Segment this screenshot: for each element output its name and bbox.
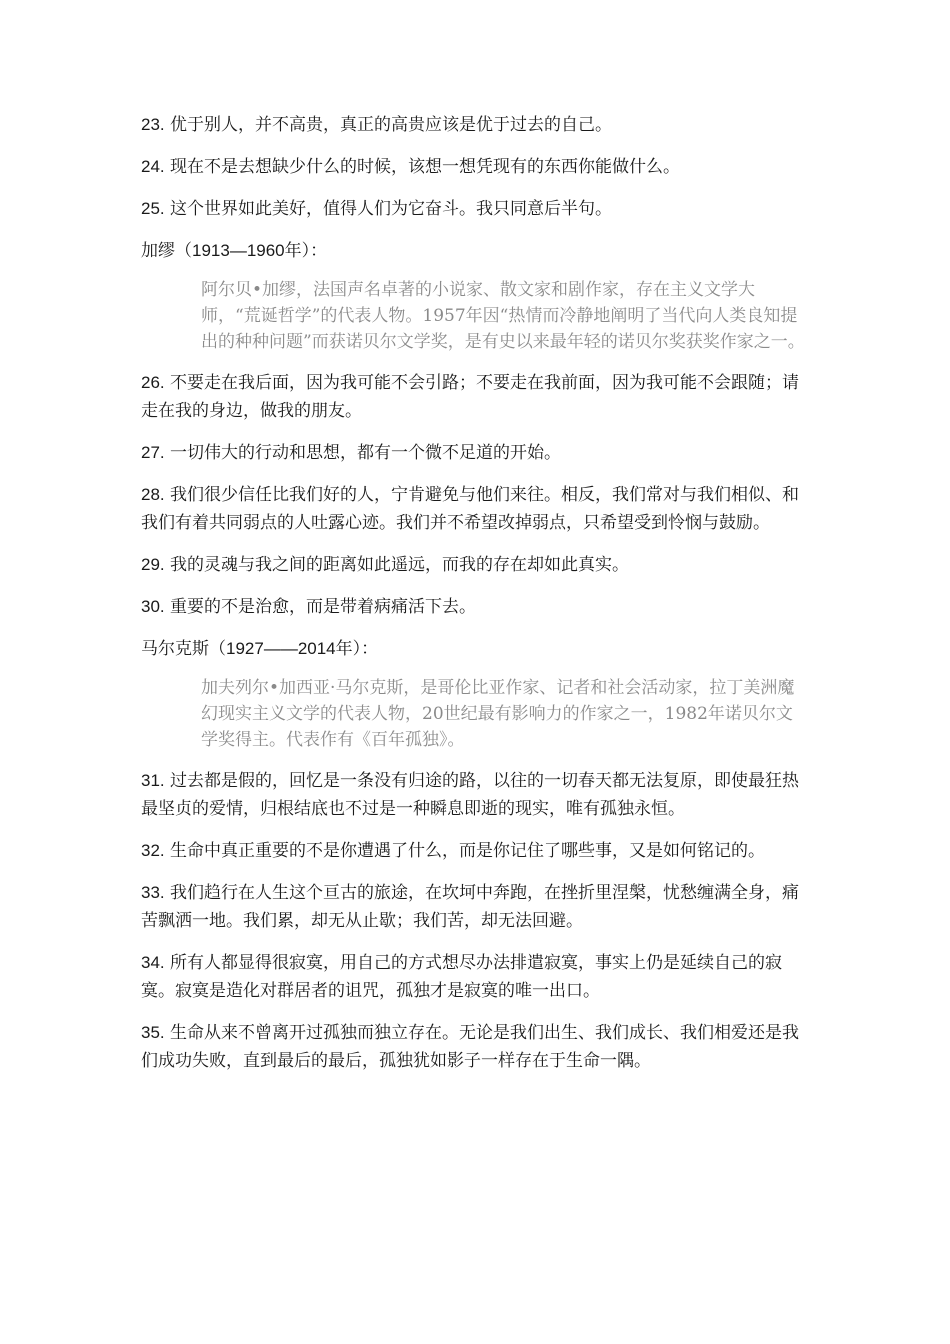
quote-text: 我们趋行在人生这个亘古的旅途，在坎坷中奔跑，在挫折里涅槃，忧愁缠满全身，痛苦飘洒一地。我们累，却无从止歇；我们苦，却无法回避。: [141, 883, 800, 931]
quote-31: [141, 767, 809, 823]
quote-24: [141, 153, 809, 181]
quote-35: [141, 1019, 809, 1075]
quote-text: 所有人都显得很寂寞，用自己的方式想尽办法排遣寂寞，事实上仍是延续自己的寂寞。寂寞是造化对群居者的诅咒，孤独才是寂寞的唯一出口。: [141, 953, 783, 1001]
quote-number: 32.: [141, 841, 165, 860]
quote-23: [141, 111, 809, 139]
quote-text: 这个世界如此美好，值得人们为它奋斗。我只同意后半句。: [170, 199, 613, 219]
quote-text: 现在不是去想缺少什么的时候，该想一想凭现有的东西你能做什么。: [170, 157, 681, 177]
author-bio-camus: 阿尔贝•加缪，法国声名卓著的小说家、散文家和剧作家，存在主义文学大师，“荒诞哲学”的代表人物。1957年因“热情而冷静地阐明了当代向人类良知提出的种种问题”而获诺贝尔文学奖，是有史以来最年轻的诺贝尔奖获奖作家之一。: [201, 280, 805, 352]
quote-text: 过去都是假的，回忆是一条没有归途的路，以往的一切春天都无法复原，即使最狂热最坚贞的爱情，归根结底也不过是一种瞬息即逝的现实，唯有孤独永恒。: [141, 771, 800, 819]
quote-25: [141, 195, 809, 223]
author-paren-open: （: [175, 241, 192, 261]
quote-text: 优于别人，并不高贵，真正的高贵应该是优于过去的自己。: [170, 115, 613, 135]
author-name: 马尔克斯: [141, 639, 209, 659]
quote-number: 31.: [141, 771, 165, 790]
quote-number: 29.: [141, 555, 165, 574]
quote-number: 27.: [141, 443, 165, 462]
author-heading-camus: [141, 237, 809, 265]
quote-text: 我们很少信任比我们好的人，宁肯避免与他们来往。相反，我们常对与我们相似、和我们有着共同弱点的人吐露心迹。我们并不希望改掉弱点，只希望受到怜悯与鼓励。: [141, 485, 800, 533]
quote-number: 35.: [141, 1023, 165, 1042]
quote-33: [141, 879, 809, 935]
quote-29: [141, 551, 809, 579]
author-years: 1913—1960: [192, 241, 285, 260]
quote-number: 30.: [141, 597, 165, 616]
author-heading-marquez: [141, 635, 809, 663]
author-years: 1927——2014: [226, 639, 336, 658]
author-bio-marquez: 加夫列尔•加西亚·马尔克斯，是哥伦比亚作家、记者和社会活动家，拉丁美洲魔幻现实主义文学的代表人物，20世纪最有影响力的作家之一，1982年诺贝尔文学奖得主。代表作有《百年孤独》。: [201, 678, 795, 750]
quote-text: 一切伟大的行动和思想，都有一个微不足道的开始。: [170, 443, 562, 463]
quote-text: 我的灵魂与我之间的距离如此遥远，而我的存在却如此真实。: [170, 555, 630, 575]
quote-number: 34.: [141, 953, 165, 972]
author-name: 加缪: [141, 241, 175, 261]
quote-number: 24.: [141, 157, 165, 176]
quote-number: 25.: [141, 199, 165, 218]
quote-30: [141, 593, 809, 621]
quote-26: [141, 369, 809, 425]
quote-text: 不要走在我后面，因为我可能不会引路；不要走在我前面，因为我可能不会跟随；请走在我的身边，做我的朋友。: [141, 373, 800, 421]
author-paren-open: （: [209, 639, 226, 659]
document-body: [141, 111, 809, 1089]
author-paren-close: 年）：: [335, 639, 379, 659]
quote-text: 生命中真正重要的不是你遭遇了什么，而是你记住了哪些事，又是如何铭记的。: [170, 841, 766, 861]
quote-34: [141, 949, 809, 1005]
quote-number: 23.: [141, 115, 165, 134]
quote-text: 生命从来不曾离开过孤独而独立存在。无论是我们出生、我们成长、我们相爱还是我们成功失败，直到最后的最后，孤独犹如影子一样存在于生命一隅。: [141, 1023, 800, 1071]
quote-28: [141, 481, 809, 537]
quote-text: 重要的不是治愈，而是带着病痛活下去。: [170, 597, 477, 617]
author-paren-close: 年）：: [284, 241, 328, 261]
quote-27: [141, 439, 809, 467]
quote-number: 28.: [141, 485, 165, 504]
quote-32: [141, 837, 809, 865]
quote-number: 26.: [141, 373, 165, 392]
quote-number: 33.: [141, 883, 165, 902]
